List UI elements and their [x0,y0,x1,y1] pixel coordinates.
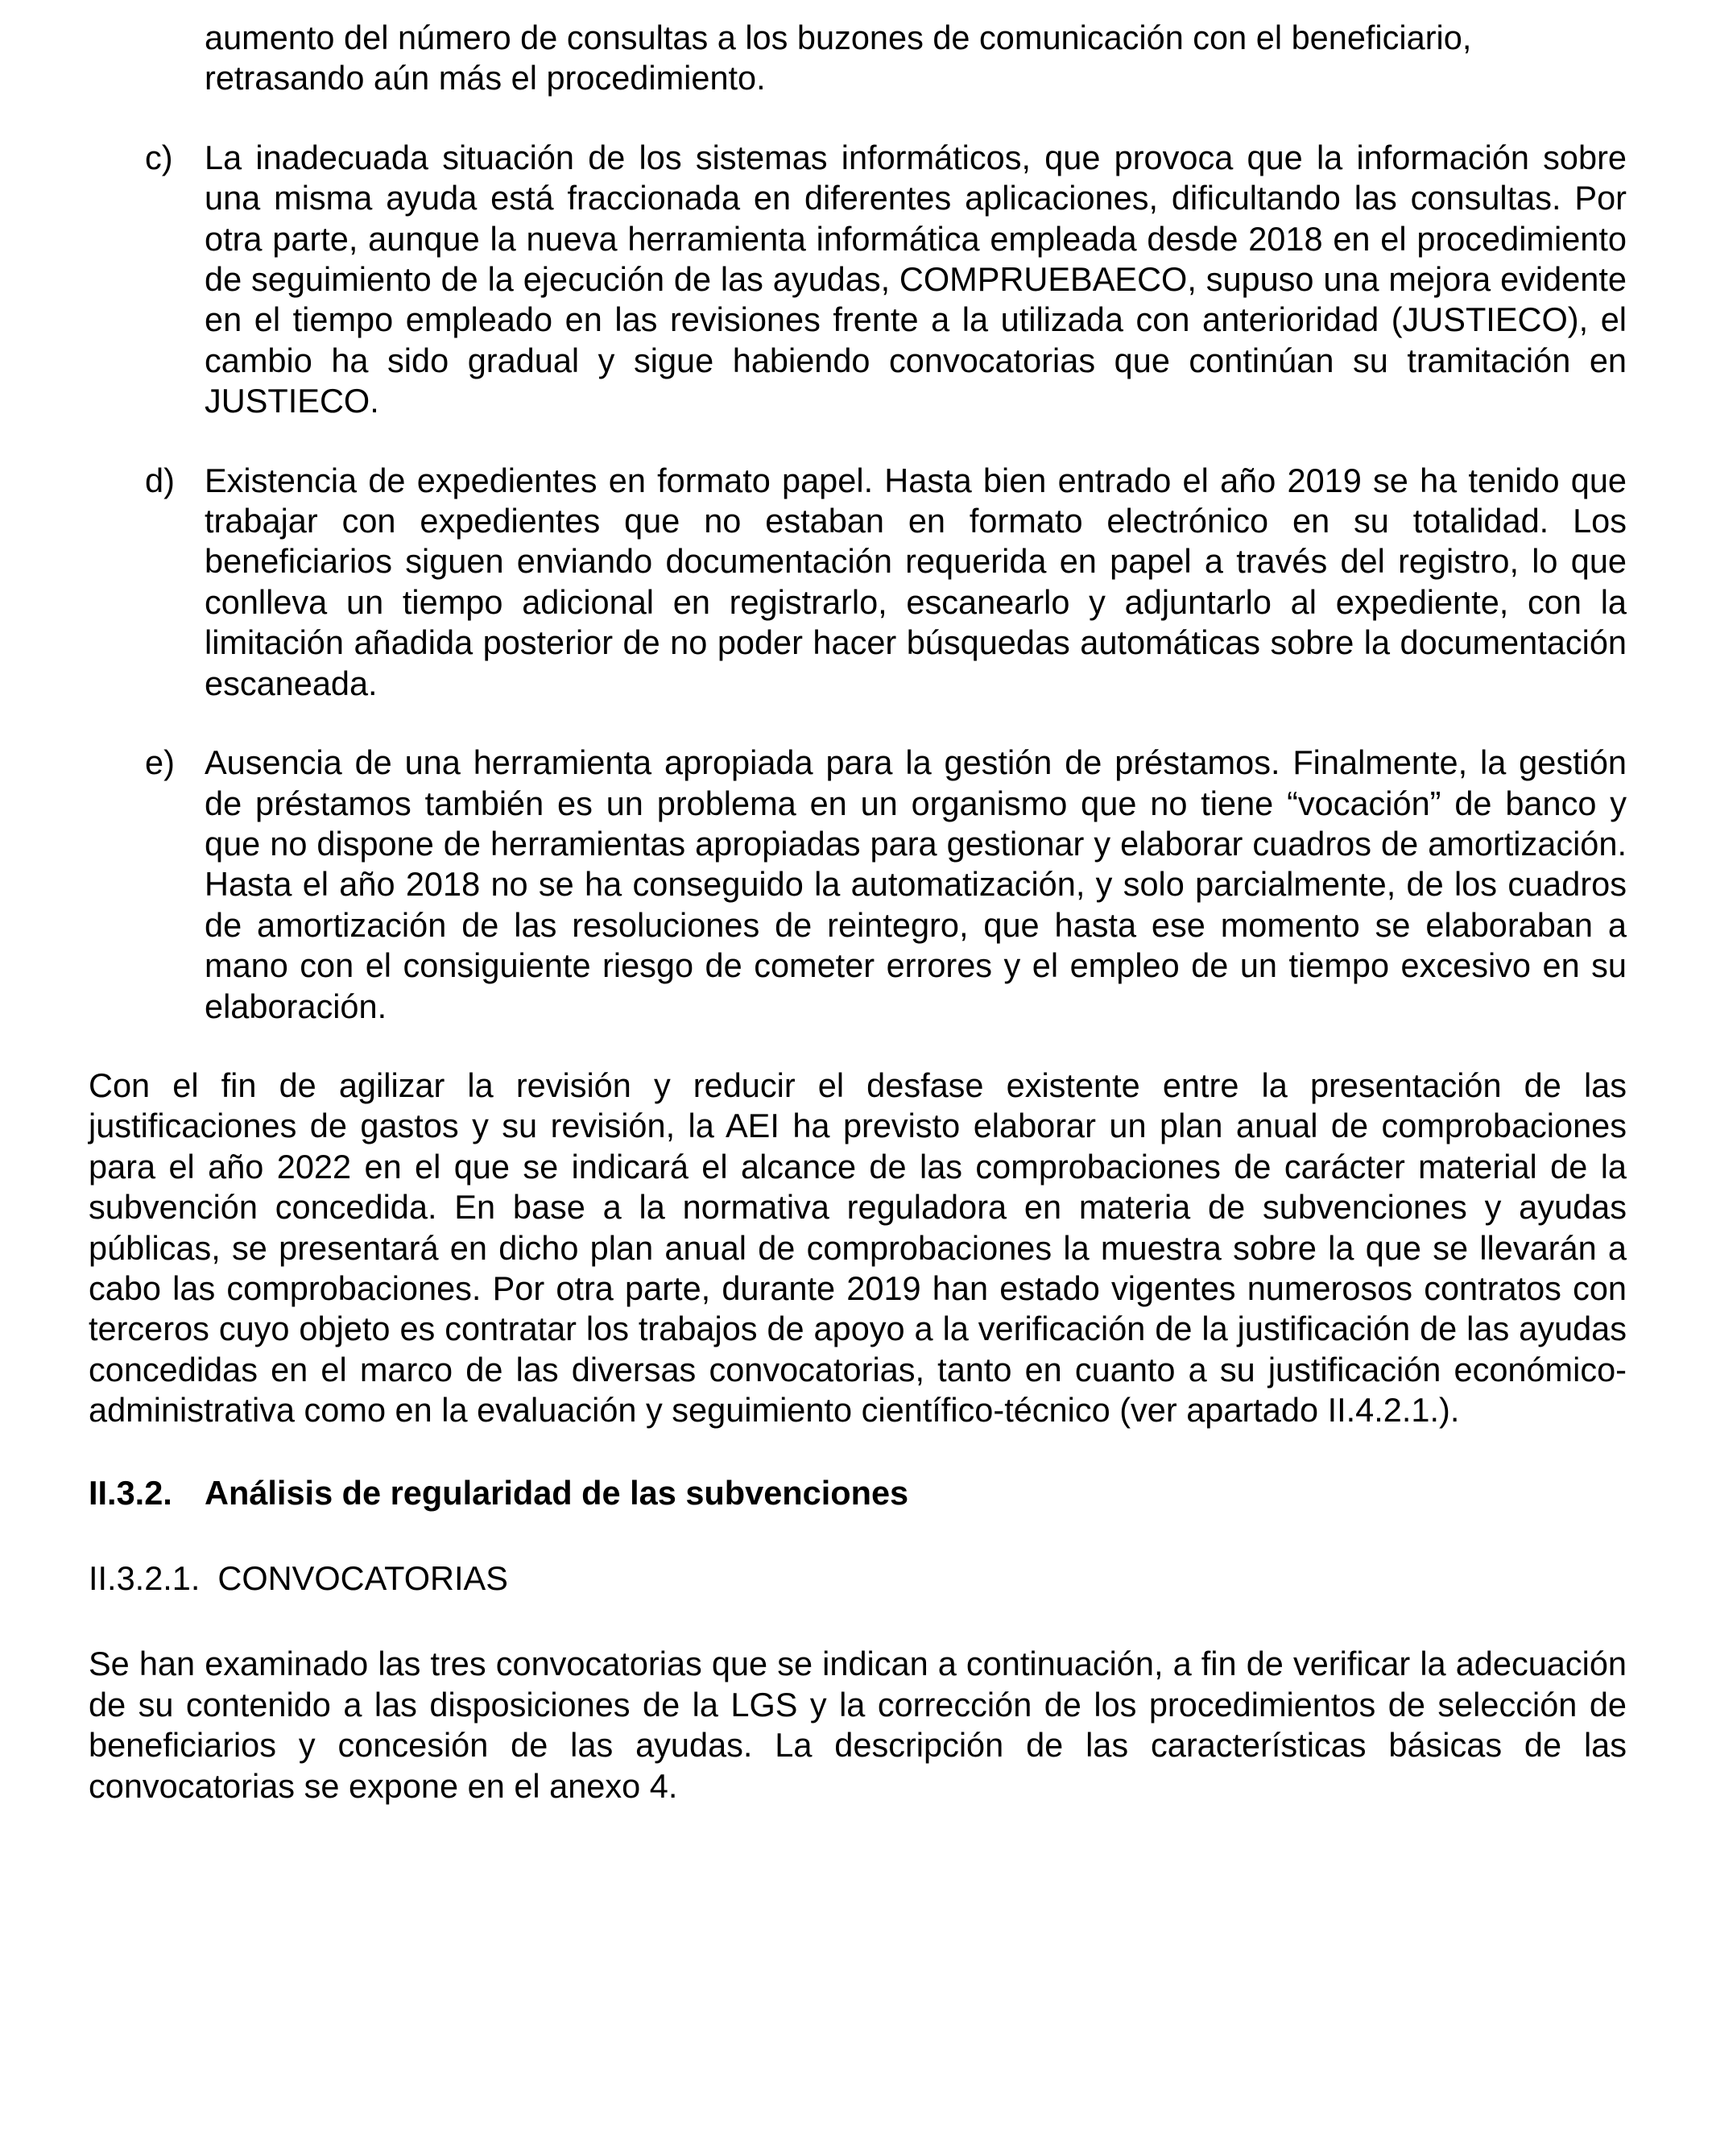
subsection-number: II.3.2.1. [89,1559,201,1597]
list-marker: d) [145,461,175,499]
continuation-line-1: aumento del número de consultas a los buzones de comunicación con el beneficiario, [205,19,1472,56]
list-marker: c) [145,138,173,176]
final-paragraph: Se han examinado las tres convocatorias que se indican a continuación, a fin de verificar la adecuación de su contenido a las disposiciones de la LGS y la corrección de los procedimientos de selección de beneficiarios y concesión de las ayudas. La descripción de las características básicas de las convocatorias se expone en el anexo 4. [89,1645,1627,1805]
section-heading [89,1473,1627,1513]
list-item-d [89,461,1627,704]
subsection-title: CONVOCATORIAS [217,1559,508,1597]
list-item-e [89,743,1627,1027]
section-number: II.3.2. [89,1473,172,1512]
document-page [89,18,1627,1806]
list-item-text: La inadecuada situación de los sistemas informáticos, que provoca que la información sobre una misma ayuda está fraccionada en diferentes aplicaciones, dificultando las consultas. Por otra parte, aunque la nueva herramienta informática empleada desde 2018 en el procedimiento de seguimiento de la ejecución de las ayudas, COMPRUEBAECO, supuso una mejora evidente en el tiempo empleado en las revisiones frente a la utilizada con anterioridad (JUSTIECO), el cambio ha sido gradual y sigue habiendo convocatorias que continúan su tramitación en JUSTIECO. [205,138,1627,420]
continuation-line-2: retrasando aún más el procedimiento. [205,59,766,97]
list-marker: e) [145,743,175,782]
list-item-c [89,138,1627,422]
list-item-text: Existencia de expedientes en formato papel. Hasta bien entrado el año 2019 se ha tenido que trabajar con expedientes que no estaban en formato electrónico en su totalidad. Los beneficiarios siguen enviando documentación requerida en papel a través del registro, lo que conlleva un tiempo adicional en registrarlo, escanearlo y adjuntarlo al expediente, con la limitación añadida posterior de no poder hacer búsquedas automáticas sobre la documentación escaneada. [205,461,1627,702]
main-paragraph: Con el fin de agilizar la revisión y reducir el desfase existente entre la presentación de las justificaciones de gastos y su revisión, la AEI ha previsto elaborar un plan anual de comprobaciones para el año 2022 en el que se indicará el alcance de las comprobaciones de carácter material de la subvención concedida. En base a la normativa reguladora en materia de subvenciones y ayudas públicas, se presentará en dicho plan anual de comprobaciones la muestra sobre la que se llevarán a cabo las comprobaciones. Por otra parte, durante 2019 han estado vigentes numerosos contratos con terceros cuyo objeto es contratar los trabajos de apoyo a la verificación de la justificación de las ayudas concedidas en el marco de las diversas convocatorias, tanto en cuanto a su justificación económico-administrativa como en la evaluación y seguimiento científico-técnico (ver apartado II.4.2.1.). [89,1066,1627,1430]
section-title: Análisis de regularidad de las subvenciones [205,1473,909,1512]
continuation-paragraph [205,18,1627,99]
subsection-heading [89,1558,1627,1599]
list-item-text: Ausencia de una herramienta apropiada para la gestión de préstamos. Finalmente, la gestión de préstamos también es un problema en un organismo que no tiene “vocación” de banco y que no dispone de herramientas apropiadas para gestionar y elaborar cuadros de amortización. Hasta el año 2018 no se ha conseguido la automatización, y solo parcialmente, de los cuadros de amortización de las resoluciones de reintegro, que hasta ese momento se elaboraban a mano con el consiguiente riesgo de cometer errores y el empleo de un tiempo excesivo en su elaboración. [205,743,1627,1025]
